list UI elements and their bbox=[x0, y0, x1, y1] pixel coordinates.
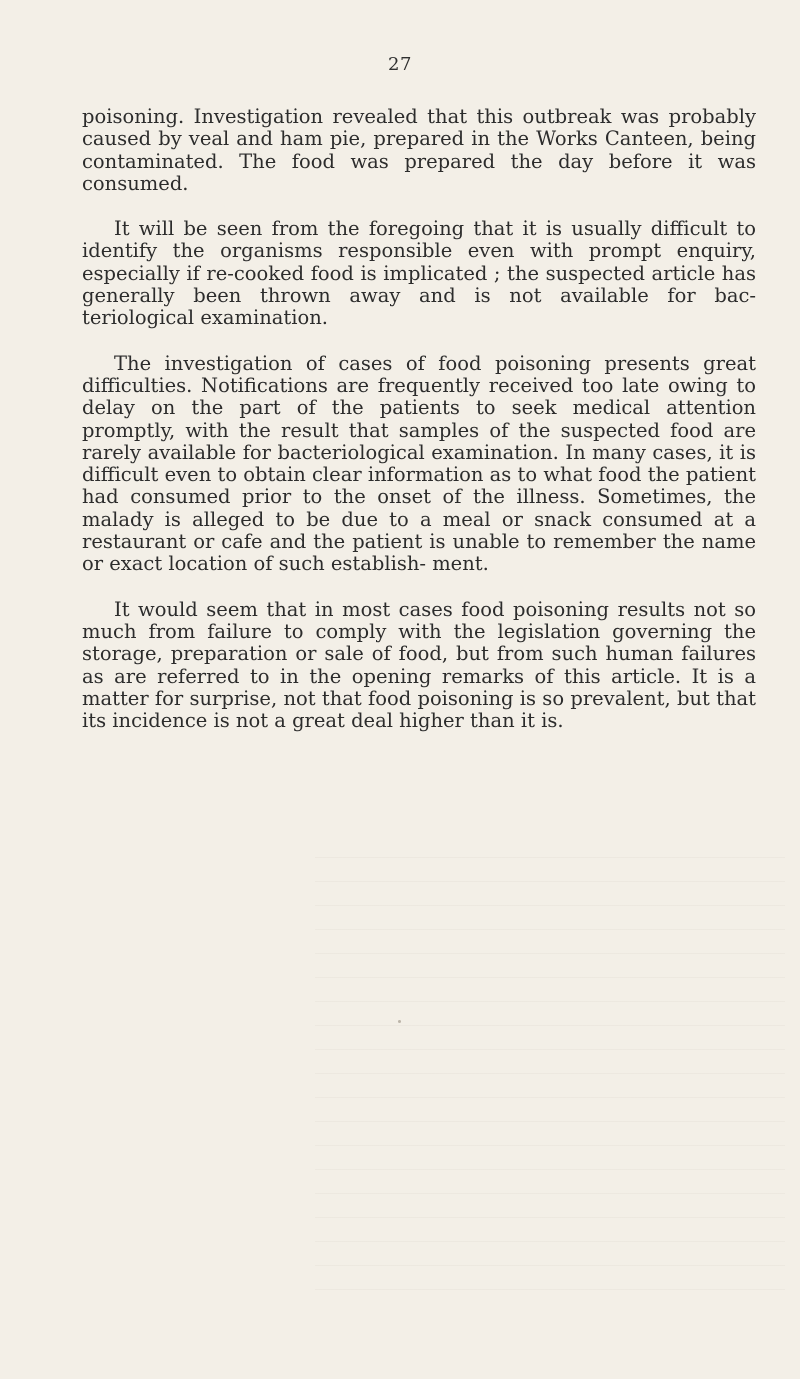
paragraph-investigation-difficulties: The investigation of cases of food poisoning presents great difficulties. Notifications are frequently received too late owing to delay on the part of the patients to seek medical attention promptly, with the result that samples of the suspected food are rarely available for bacteriological examination. In many cases, it is difficult even to obtain clear information as to what food the patient had consumed prior to the onset of the illness. Sometimes, the malady is alleged to be due to a meal or snack consumed at a restaurant or cafe and the patient is unable to remember the name or exact location of such establish- ment. bbox=[82, 351, 756, 576]
reverse-side-bleed-through bbox=[315, 850, 785, 1290]
page-number: 27 bbox=[388, 54, 412, 75]
paper-speck bbox=[398, 1020, 401, 1023]
paragraph-continuation: poisoning. Investigation revealed that this outbreak was probably caused by veal and ham pie, prepared in the Works Canteen, being contaminated. The food was prepared the day before it was consumed. bbox=[82, 105, 756, 195]
paragraph-conclusion: It would seem that in most cases food poisoning results not so much from failure to comply with the legislation governing the storage, preparation or sale of food, but from such human failures as are referred to in the opening remarks of this article. It is a matter for surprise, not that food poisoning is so prevalent, but that its incidence is not a great deal higher than it is. bbox=[82, 597, 756, 733]
body-text bbox=[82, 106, 756, 755]
paragraph-organism-identification: It will be seen from the foregoing that it is usually difficult to identify the organisms responsible even with prompt enquiry, especially if re-cooked food is implicated ; the suspected article has generally been thrown away and is not available for bac- teriological examination. bbox=[82, 217, 756, 330]
